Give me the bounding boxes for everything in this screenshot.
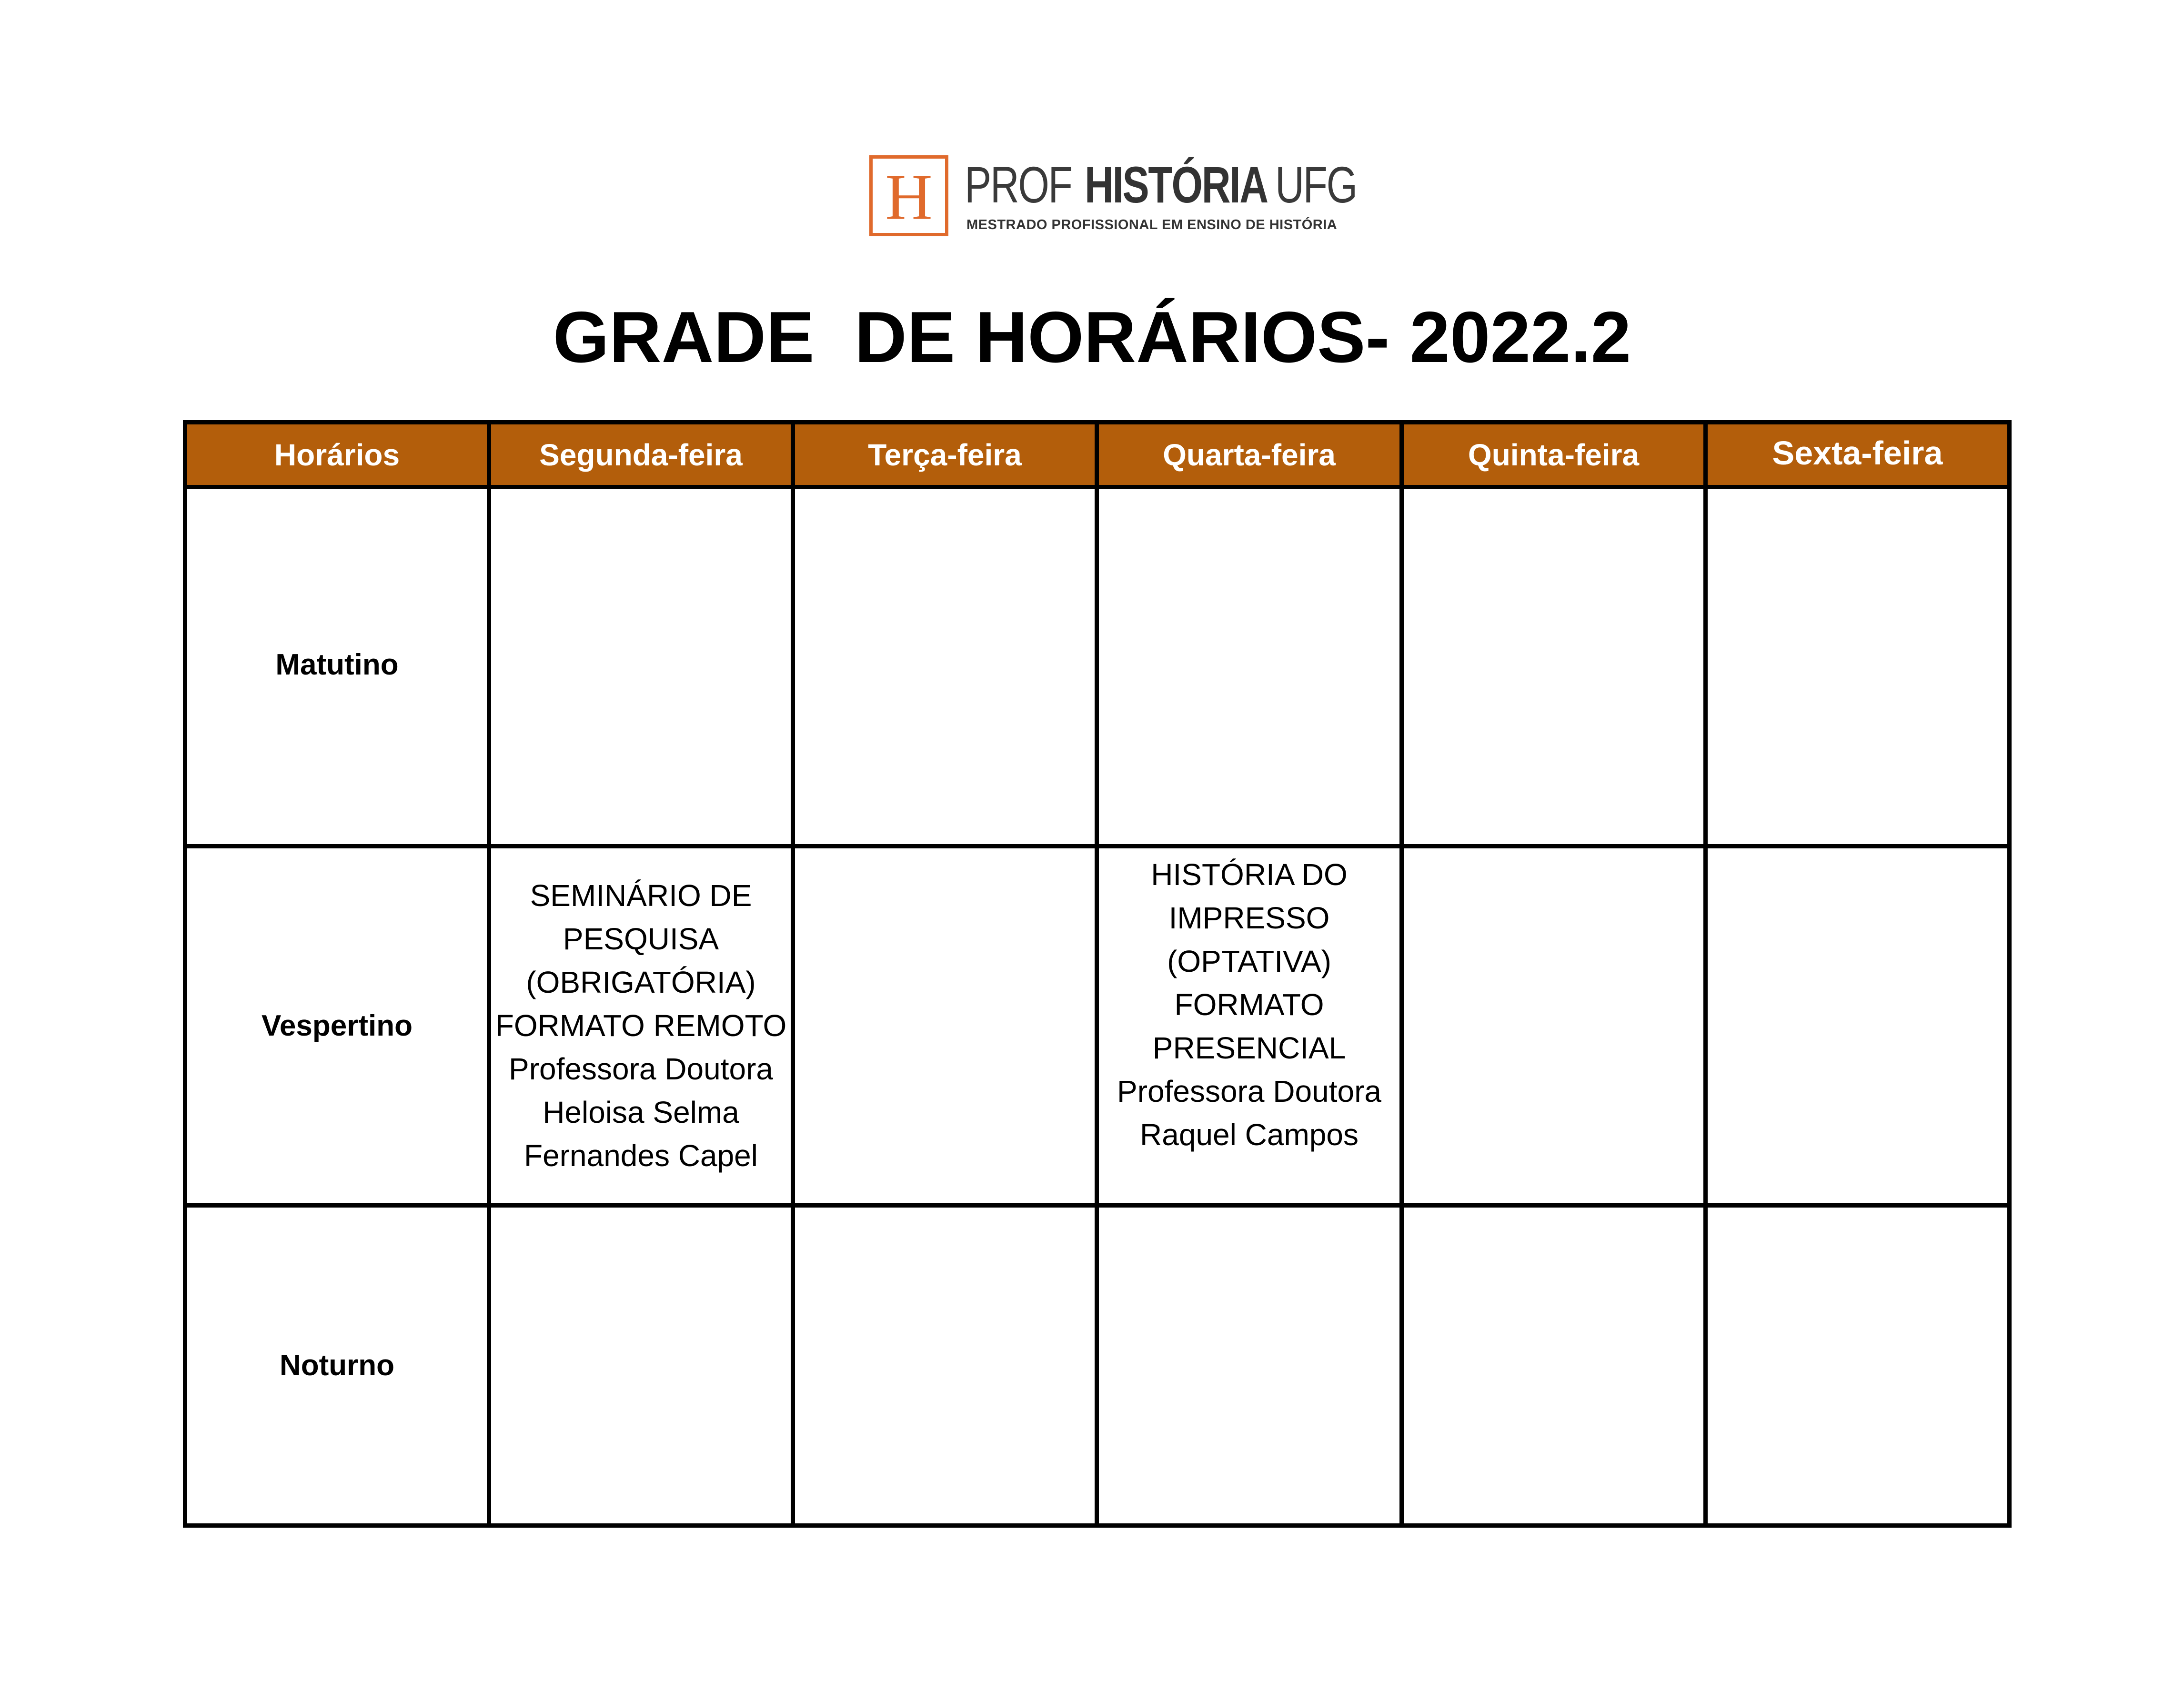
course-line: Professora Doutora — [1117, 1074, 1381, 1108]
period-label: Noturno — [185, 1206, 489, 1526]
page-title: GRADE DE HORÁRIOS- 2022.2 — [553, 297, 1631, 378]
logo-wordmark — [965, 158, 1379, 212]
header-sexta: Sexta-feira — [1706, 423, 2010, 487]
h-logo-mark — [869, 155, 948, 236]
cell-empty — [1402, 1206, 1706, 1526]
course-line: FORMATO — [1174, 987, 1324, 1022]
schedule-table — [183, 420, 2012, 1528]
h-letter-icon — [873, 159, 945, 233]
row-noturno — [185, 1206, 2010, 1526]
logo-word-ufg: UFG — [1275, 156, 1357, 213]
course-line: PRESENCIAL — [1152, 1031, 1346, 1065]
cell-empty — [793, 487, 1097, 846]
course-line: Heloisa Selma — [543, 1095, 739, 1129]
period-label: Vespertino — [185, 846, 489, 1206]
cell-empty — [489, 487, 793, 846]
course-line: Professora Doutora — [509, 1052, 773, 1086]
header-segunda: Segunda-feira — [489, 423, 793, 487]
svg-text:H: H — [885, 161, 933, 233]
cell-empty — [1706, 1206, 2010, 1526]
logo-word-prof: PROF — [965, 156, 1072, 213]
header-quinta: Quinta-feira — [1402, 423, 1706, 487]
course-line: HISTÓRIA DO — [1151, 857, 1348, 892]
cell-empty — [1097, 487, 1402, 846]
course-line: (OPTATIVA) — [1167, 944, 1331, 978]
course-line: Raquel Campos — [1140, 1118, 1359, 1152]
header-quarta: Quarta-feira — [1097, 423, 1402, 487]
cell-empty — [793, 1206, 1097, 1526]
logo-word-historia: HISTÓRIA — [1085, 156, 1268, 213]
cell-empty — [489, 1206, 793, 1526]
row-matutino — [185, 487, 2010, 846]
period-label: Matutino — [185, 487, 489, 846]
course-line: IMPRESSO — [1168, 901, 1330, 935]
course-line: SEMINÁRIO DE — [530, 878, 752, 913]
cell-empty — [1402, 487, 1706, 846]
course-line: Fernandes Capel — [524, 1138, 758, 1173]
header-horarios: Horários — [185, 423, 489, 487]
cell-empty — [1402, 846, 1706, 1206]
cell-empty — [793, 846, 1097, 1206]
course-line: (OBRIGATÓRIA) — [526, 965, 756, 999]
header-row — [185, 423, 2010, 487]
header-terca: Terça-feira — [793, 423, 1097, 487]
cell-empty — [1097, 1206, 1402, 1526]
course-historia-impresso — [1097, 846, 1402, 1206]
logo-subtitle: MESTRADO PROFISSIONAL EM ENSINO DE HISTÓRIA — [966, 217, 1338, 232]
course-line: PESQUISA — [563, 922, 719, 956]
row-vespertino — [185, 846, 2010, 1206]
course-seminario-pesquisa — [489, 846, 793, 1206]
profhistoria-logo — [869, 155, 1357, 241]
cell-empty — [1706, 487, 2010, 846]
course-line: FORMATO REMOTO — [495, 1008, 787, 1043]
cell-empty — [1706, 846, 2010, 1206]
